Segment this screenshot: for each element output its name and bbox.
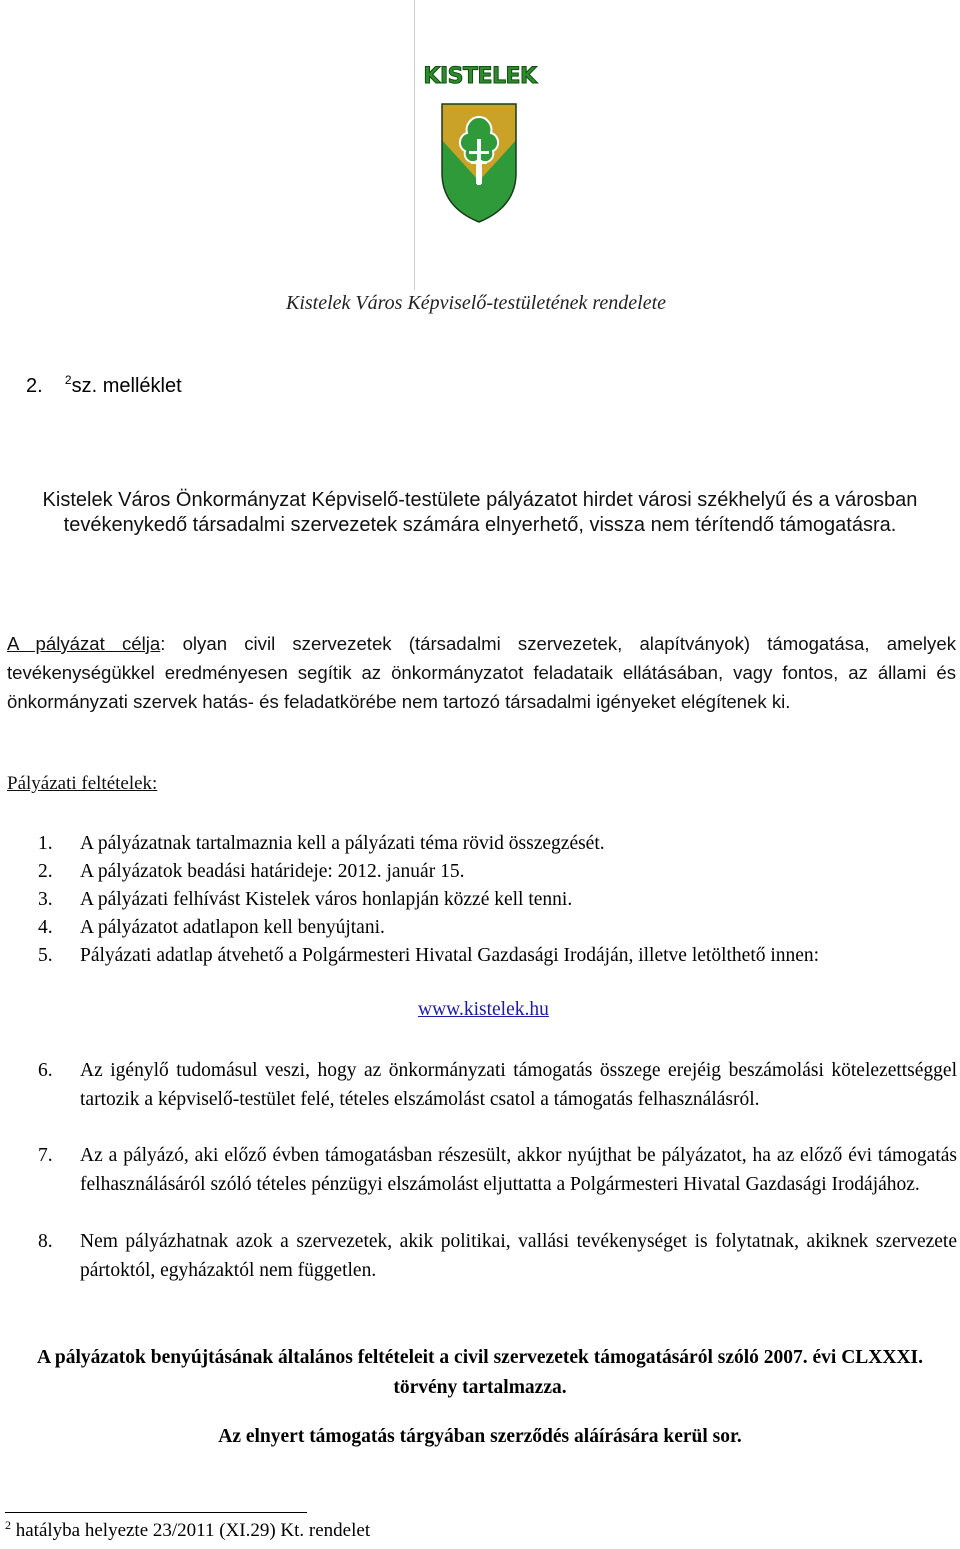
item-text: A pályázatnak tartalmaznia kell a pályázati téma rövid összegzését.	[80, 833, 605, 854]
contract-note: Az elnyert támogatás tárgyában szerződés aláírására kerül sor.	[218, 1426, 742, 1447]
conditions-heading: Pályázati feltételek:	[7, 773, 158, 794]
item-number: 4.	[38, 917, 53, 938]
list-item	[38, 1227, 957, 1285]
logo-wordmark: KISTELEK	[423, 64, 537, 89]
item-text: A pályázati felhívást Kistelek város honlapján közzé kell tenni.	[80, 889, 573, 910]
item-number: 5.	[38, 945, 53, 966]
website-link[interactable]: www.kistelek.hu	[418, 999, 549, 1020]
footnote	[5, 1518, 370, 1542]
general-conditions-note: A pályázatok benyújtásának általános feltételeit a civil szervezetek támogatásáról szóló 2007. évi CLXXXI. törvény tartalmazza.	[36, 1347, 924, 1398]
list-item	[38, 857, 957, 886]
separator-line	[414, 0, 415, 290]
item-number: 1.	[38, 833, 53, 854]
aim-label: A pályázat célja	[7, 633, 161, 654]
item-number: 8.	[38, 1231, 53, 1252]
item-text: Az igénylő tudomásul veszi, hogy az önkormányzati támogatás összege erejéig beszámolási kötelezettséggel tartozik a képviselő-testület felé, tételes elszámolást csatol a támogatás felhasználásról.	[80, 1060, 957, 1110]
coat-of-arms-icon	[441, 103, 517, 223]
item-number: 3.	[38, 889, 53, 910]
item-number: 6.	[38, 1060, 53, 1081]
footnote-separator	[5, 1512, 307, 1513]
item-text: A pályázatot adatlapon kell benyújtani.	[80, 917, 385, 938]
intro-paragraph: Kistelek Város Önkormányzat Képviselő-testülete pályázatot hirdet városi székhelyű és a városban tevékenykedő társadalmi szervezetek számára elnyerhető, vissza nem térítendő támogatásra.	[42, 489, 918, 536]
decree-title: Kistelek Város Képviselő-testületének rendelete	[286, 292, 667, 314]
annex-label	[26, 373, 182, 398]
footnote-number: 2	[5, 1518, 11, 1532]
item-number: 2.	[38, 861, 53, 882]
list-item	[38, 1056, 957, 1114]
list-item	[38, 913, 957, 942]
item-text: Az a pályázó, aki előző évben támogatásban részesült, akkor nyújthat be pályázatot, ha az előző évi támogatás felhasználásáról szóló tételes pénzügyi elszámolást eljuttatta a Polgármesteri Hivatal Gazdasági Irodájához.	[80, 1145, 957, 1195]
item-text: Nem pályázhatnak azok a szervezetek, akik politikai, vallási tevékenységet is folytatnak, akiknek szervezete pártoktól, egyházaktól nem független.	[80, 1231, 957, 1281]
item-text: Pályázati adatlap átvehető a Polgármesteri Hivatal Gazdasági Irodáján, illetve letölthető innen:	[80, 945, 820, 966]
annex-number: 2.	[26, 375, 43, 397]
footnote-text: hatályba helyezte 23/2011 (XI.29) Kt. rendelet	[15, 1520, 371, 1541]
item-text: A pályázatok beadási határideje: 2012. január 15.	[80, 861, 465, 882]
list-item	[38, 829, 957, 858]
list-item	[38, 941, 957, 970]
aim-paragraph	[7, 629, 956, 716]
list-item	[38, 1141, 957, 1199]
footnote-reference: 2	[64, 373, 72, 387]
list-item	[38, 885, 957, 914]
annex-text: sz. melléklet	[71, 375, 182, 397]
item-number: 7.	[38, 1145, 53, 1166]
aim-text: : olyan civil szervezetek (társadalmi szervezetek, alapítványok) támogatása, amelyek tevékenységükkel eredményesen segítik az önkormányzatot feladataik ellátásában, vagy fontos, az állami és önkormányzati szervek hatás- és feladatkörébe nem tartozó társadalmi igényeket elégítenek ki.	[7, 633, 956, 712]
